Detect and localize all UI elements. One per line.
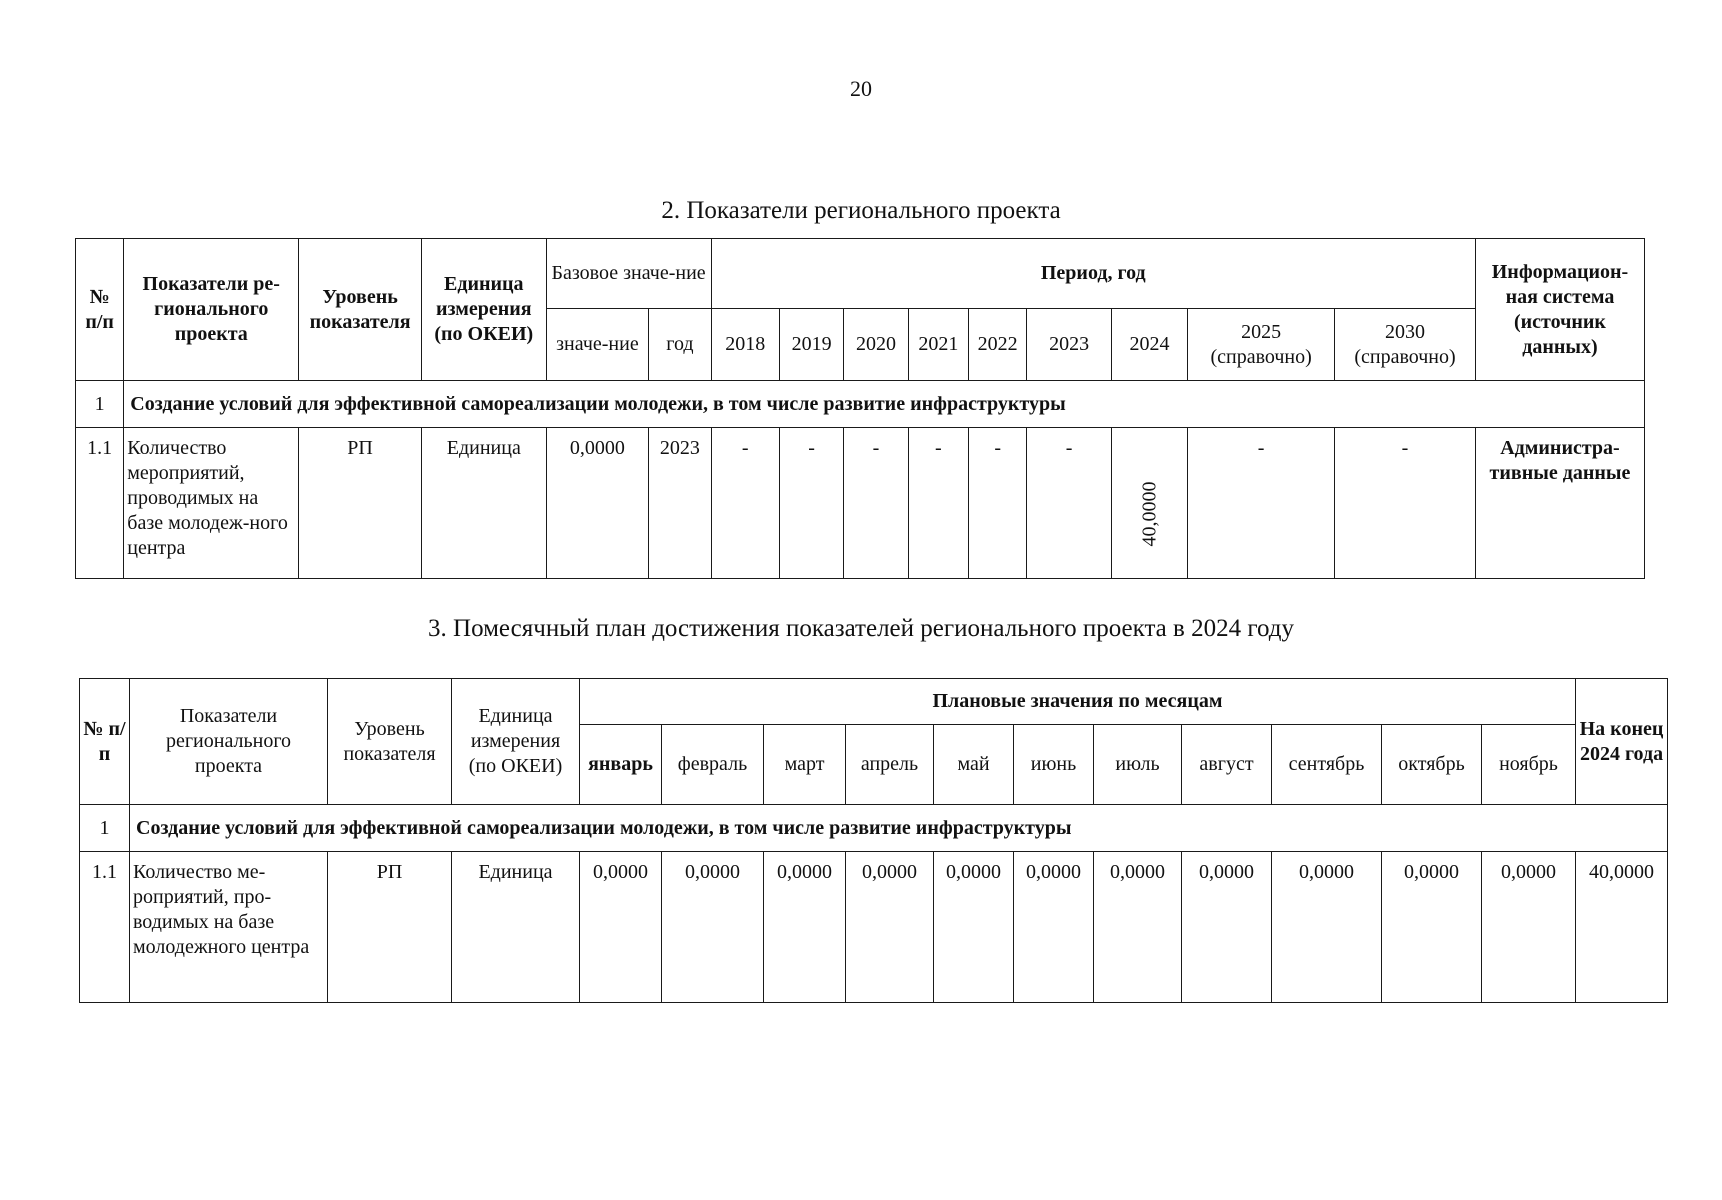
- section-row-text: Создание условий для эффективной самореализации молодежи, в том числе развитие инфраструктуры: [124, 381, 1645, 428]
- header-unit: Единица измерения (по ОКЕИ): [421, 239, 546, 381]
- row-month-value: 0,0000: [1014, 852, 1094, 1003]
- vertical-value: 40,0000: [1138, 481, 1160, 547]
- row-level: РП: [328, 852, 452, 1003]
- header-year: 2022: [969, 309, 1027, 381]
- row-year-value: -: [908, 428, 968, 579]
- section-3-title: 3. Помесячный план достижения показателей регионального проекта в 2024 году: [428, 615, 1294, 642]
- monthly-plan-table: [79, 678, 1668, 1003]
- header-month: ноябрь: [1482, 725, 1576, 805]
- header-month: октябрь: [1382, 725, 1482, 805]
- row-unit: Единица: [421, 428, 546, 579]
- header-base-year: год: [649, 309, 711, 381]
- row-num: 1: [80, 805, 130, 852]
- row-year-2030-value: -: [1335, 428, 1476, 579]
- row-num: 1.1: [76, 428, 124, 579]
- header-base-value: значе-ние: [546, 309, 649, 381]
- section-row-text: Создание условий для эффективной самореализации молодежи, в том числе развитие инфраструктуры: [130, 805, 1668, 852]
- row-year-value: -: [969, 428, 1027, 579]
- header-month: февраль: [662, 725, 764, 805]
- row-base-value: 0,0000: [546, 428, 649, 579]
- row-base-year: 2023: [649, 428, 711, 579]
- header-year-end: На конец 2024 года: [1576, 679, 1668, 805]
- header-year: 2018: [711, 309, 779, 381]
- header-year: 2019: [779, 309, 843, 381]
- row-info-system: Администра-тивные данные: [1475, 428, 1644, 579]
- header-month: июнь: [1014, 725, 1094, 805]
- header-month: сентябрь: [1272, 725, 1382, 805]
- row-unit: Единица: [452, 852, 580, 1003]
- row-level: РП: [299, 428, 422, 579]
- header-month: май: [934, 725, 1014, 805]
- header-period: Период, год: [711, 239, 1475, 309]
- header-year: 2021: [908, 309, 968, 381]
- page-number: 20: [850, 76, 872, 101]
- row-month-value: 0,0000: [1382, 852, 1482, 1003]
- row-month-value: 0,0000: [1272, 852, 1382, 1003]
- row-month-value: 0,0000: [846, 852, 934, 1003]
- regional-indicators-table: [75, 238, 1645, 579]
- header-unit: Единица измерения (по ОКЕИ): [452, 679, 580, 805]
- row-indicator: Количество мероприятий, проводимых на базе молодеж-ного центра: [124, 428, 299, 579]
- row-month-value: 0,0000: [662, 852, 764, 1003]
- row-num: 1.1: [80, 852, 130, 1003]
- row-year-2024-value: [1111, 428, 1187, 579]
- row-year-value: -: [711, 428, 779, 579]
- header-year-2025: 2025 (справочно): [1188, 309, 1335, 381]
- row-year-value: -: [1027, 428, 1111, 579]
- row-month-value: 0,0000: [764, 852, 846, 1003]
- header-num: № п/п: [76, 239, 124, 381]
- header-level: Уровень показателя: [328, 679, 452, 805]
- table-row: [76, 428, 1645, 579]
- row-year-value: -: [779, 428, 843, 579]
- row-year-2025-value: -: [1188, 428, 1335, 579]
- header-indicator: Показатели ре-гионального проекта: [124, 239, 299, 381]
- section-2-title: 2. Показатели регионального проекта: [661, 197, 1061, 224]
- header-base: Базовое значе-ние: [546, 239, 711, 309]
- header-level: Уровень показателя: [299, 239, 422, 381]
- header-month: январь: [580, 725, 662, 805]
- table-row: [80, 852, 1668, 1003]
- table-row: [76, 381, 1645, 428]
- row-month-value: 0,0000: [580, 852, 662, 1003]
- header-month: июль: [1094, 725, 1182, 805]
- row-year-value: -: [844, 428, 908, 579]
- header-year: 2020: [844, 309, 908, 381]
- row-month-value: 0,0000: [1482, 852, 1576, 1003]
- table-row: [80, 805, 1668, 852]
- row-year-end-value: 40,0000: [1576, 852, 1668, 1003]
- row-month-value: 0,0000: [934, 852, 1014, 1003]
- header-plan: Плановые значения по месяцам: [580, 679, 1576, 725]
- header-info-system: Информацион-ная система (источник данных): [1475, 239, 1644, 381]
- row-num: 1: [76, 381, 124, 428]
- header-year-2030: 2030 (справочно): [1335, 309, 1476, 381]
- header-month: август: [1182, 725, 1272, 805]
- header-num: № п/п: [80, 679, 130, 805]
- row-indicator: Количество ме-роприятий, про-водимых на базе молодежного центра: [130, 852, 328, 1003]
- header-indicator: Показатели регионального проекта: [130, 679, 328, 805]
- header-month: март: [764, 725, 846, 805]
- row-month-value: 0,0000: [1182, 852, 1272, 1003]
- header-year: 2024: [1111, 309, 1187, 381]
- header-month: апрель: [846, 725, 934, 805]
- row-month-value: 0,0000: [1094, 852, 1182, 1003]
- header-year: 2023: [1027, 309, 1111, 381]
